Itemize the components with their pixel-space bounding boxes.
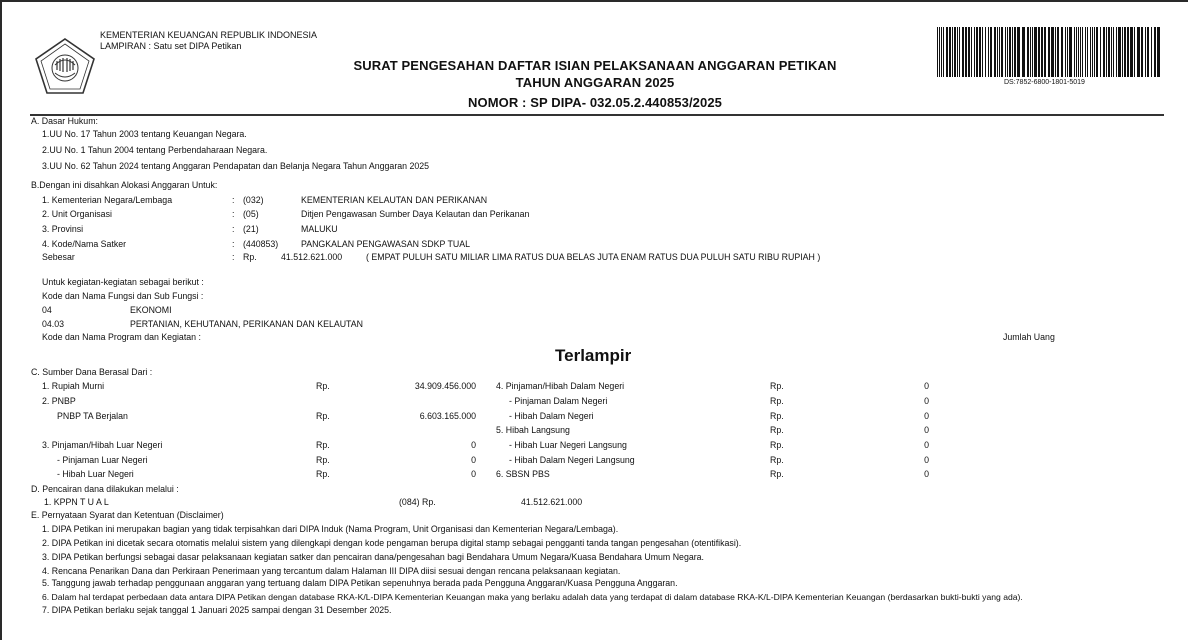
barcode-bar xyxy=(1034,27,1037,77)
window-top-border xyxy=(0,0,1188,2)
allocation-value: PANGKALAN PENGAWASAN SDKP TUAL xyxy=(301,239,470,249)
disclaimer-item: 2. DIPA Petikan ini dicetak secara otomatis melalui sistem yang dilengkapi dengan kode pengaman berupa digital stamp sebagai pengganti tanda tangan pengesahan (otentifikasi). xyxy=(42,538,742,548)
barcode-bar xyxy=(1014,27,1016,77)
fund-source-label: 5. Hibah Langsung xyxy=(496,425,570,435)
allocation-colon: : xyxy=(232,195,235,205)
kppn-code-currency: (084) Rp. xyxy=(399,497,436,507)
allocation-value: MALUKU xyxy=(301,224,338,234)
fund-source-currency: Rp. xyxy=(316,411,330,421)
legal-basis-item: 3.UU No. 62 Tahun 2024 tentang Anggaran Pendapatan dan Belanja Negara Tahun Anggaran 2025 xyxy=(42,161,430,171)
fund-source-amount: 34.909.456.000 xyxy=(414,381,476,391)
fund-source-label: - Hibah Dalam Negeri xyxy=(509,411,594,421)
sebesar-currency: Rp. xyxy=(243,252,257,262)
barcode-bar xyxy=(1103,27,1105,77)
fund-source-currency: Rp. xyxy=(316,440,330,450)
barcode-bar xyxy=(985,27,986,77)
barcode-bar xyxy=(1001,27,1003,77)
header-divider xyxy=(30,114,1164,116)
fund-source-label: 3. Pinjaman/Hibah Luar Negeri xyxy=(42,440,163,450)
fund-source-amount: 0 xyxy=(924,396,929,406)
barcode-bar xyxy=(1157,27,1160,77)
barcode-bar xyxy=(988,27,989,77)
kppn-office: 1. KPPN T U A L xyxy=(44,497,109,507)
fund-source-currency: Rp. xyxy=(770,455,784,465)
barcode-bar xyxy=(1096,27,1098,77)
fund-source-label: 6. SBSN PBS xyxy=(496,469,550,479)
subfunction-code: 04.03 xyxy=(42,319,65,329)
fund-source-label: - Hibah Luar Negeri xyxy=(57,469,134,479)
barcode-bar xyxy=(1048,27,1050,77)
barcode-bar xyxy=(976,27,978,77)
barcode-bar xyxy=(974,27,975,77)
document-title: SURAT PENGESAHAN DAFTAR ISIAN PELAKSANAAN ANGGARAN PETIKAN xyxy=(353,58,837,73)
legal-basis-item: 1.UU No. 17 Tahun 2003 tentang Keuangan Negara. xyxy=(42,129,247,139)
function-code: 04 xyxy=(42,305,52,315)
disclaimer-item: 5. Tanggung jawab terhadap penggunaan anggaran yang tertuang dalam DIPA Petikan sepenuhnya berada pada Pengguna Anggaran/Kuasa Pengguna Anggaran. xyxy=(42,578,678,588)
fund-source-currency: Rp. xyxy=(316,455,330,465)
barcode-bar xyxy=(1055,27,1056,77)
barcode-bar xyxy=(959,27,960,77)
barcode-bar xyxy=(1017,27,1020,77)
barcode-bar xyxy=(1061,27,1063,77)
allocation-value: KEMENTERIAN KELAUTAN DAN PERIKANAN xyxy=(301,195,488,205)
fund-source-currency: Rp. xyxy=(770,425,784,435)
attachment-note: LAMPIRAN : Satu set DIPA Petikan xyxy=(100,41,242,51)
fund-source-currency: Rp. xyxy=(316,469,330,479)
barcode-bar xyxy=(1124,27,1126,77)
subfunction-name: PERTANIAN, KEHUTANAN, PERIKANAN DAN KELAUTAN xyxy=(130,319,364,329)
fund-source-label: - Pinjaman Dalam Negeri xyxy=(509,396,608,406)
barcode-bar xyxy=(1012,27,1013,77)
barcode-bar xyxy=(1087,27,1088,77)
digital-stamp-code: DS:7852-6800-1801-5019 xyxy=(1004,79,1085,86)
barcode-bar xyxy=(1076,27,1077,77)
barcode-bar xyxy=(1137,27,1140,77)
barcode-bar xyxy=(971,27,972,77)
barcode-bar xyxy=(994,27,996,77)
section-e-heading: E. Pernyataan Syarat dan Ketentuan (Disclaimer) xyxy=(31,510,224,520)
disclaimer-item: 3. DIPA Petikan berfungsi sebagai dasar pelaksanaan kegiatan satker dan pencairan dana/pengesahan bagi Bendahara Umum Negara/Kuasa Bendahara Umum Negara. xyxy=(42,552,704,562)
allocation-code: (032) xyxy=(243,195,264,205)
barcode-bar xyxy=(1041,27,1043,77)
fund-source-currency: Rp. xyxy=(770,381,784,391)
barcode-bar xyxy=(1051,27,1054,77)
barcode-bar xyxy=(1085,27,1086,77)
section-c-heading: C. Sumber Dana Berasal Dari : xyxy=(31,367,153,377)
program-heading: Kode dan Nama Program dan Kegiatan : xyxy=(42,332,201,342)
disclaimer-item: 4. Rencana Penarikan Dana dan Perkiraan Penerimaan yang tercantum dalam Halaman III DIPA diisi sesuai dengan rencana pelaksanaan kegiatan. xyxy=(42,566,621,576)
barcode-bar xyxy=(1113,27,1114,77)
barcode-bar xyxy=(1022,27,1025,77)
barcode-bar xyxy=(968,27,970,77)
barcode-bar xyxy=(1145,27,1146,77)
barcode-bar xyxy=(1078,27,1079,77)
barcode-bar xyxy=(1106,27,1107,77)
barcode-bar xyxy=(962,27,964,77)
barcode-bar xyxy=(1154,27,1156,77)
barcode-bar xyxy=(1038,27,1040,77)
kppn-amount: 41.512.621.000 xyxy=(521,497,583,507)
allocation-code: (21) xyxy=(243,224,259,234)
barcode-bar xyxy=(939,27,940,77)
fund-source-currency: Rp. xyxy=(770,440,784,450)
barcode-bar xyxy=(1116,27,1117,77)
allocation-label: 1. Kementerian Negara/Lembaga xyxy=(42,195,173,205)
allocation-label: 3. Provinsi xyxy=(42,224,84,234)
barcode-bar xyxy=(1067,27,1068,77)
barcode-bar xyxy=(952,27,953,77)
barcode-bar xyxy=(1141,27,1143,77)
allocation-colon: : xyxy=(232,239,235,249)
barcode-bar xyxy=(941,27,942,77)
fund-source-label: PNBP TA Berjalan xyxy=(57,411,128,421)
allocation-code: (440853) xyxy=(243,239,279,249)
barcode-bar xyxy=(1108,27,1110,77)
fund-source-amount: 0 xyxy=(924,455,929,465)
barcode-bar xyxy=(1080,27,1081,77)
fund-source-currency: Rp. xyxy=(770,396,784,406)
fund-source-currency: Rp. xyxy=(316,381,330,391)
fund-source-label: - Hibah Dalam Negeri Langsung xyxy=(509,455,635,465)
fund-source-amount: 0 xyxy=(924,381,929,391)
fund-source-amount: 0 xyxy=(924,411,929,421)
barcode-bar xyxy=(1027,27,1029,77)
legal-basis-item: 2.UU No. 1 Tahun 2004 tentang Perbendaharaan Negara. xyxy=(42,145,268,155)
sebesar-amount: 41.512.621.000 xyxy=(281,252,343,262)
barcode-bar xyxy=(1118,27,1121,77)
barcode-bar xyxy=(1092,27,1093,77)
barcode-bar xyxy=(1111,27,1112,77)
section-d-heading: D. Pencairan dana dilakukan melalui : xyxy=(31,484,179,494)
fund-source-amount: 0 xyxy=(471,469,476,479)
fund-source-amount: 0 xyxy=(924,469,929,479)
barcode-bar xyxy=(1005,27,1006,77)
barcode-bar xyxy=(1074,27,1075,77)
barcode-bar xyxy=(1065,27,1066,77)
barcode-bar xyxy=(1044,27,1046,77)
allocation-label: 4. Kode/Nama Satker xyxy=(42,239,127,249)
barcode-bar xyxy=(1100,27,1101,77)
amount-column-heading: Jumlah Uang xyxy=(1003,332,1055,342)
barcode-bar xyxy=(937,27,938,77)
section-a-heading: A. Dasar Hukum: xyxy=(31,116,98,126)
barcode-bar xyxy=(1134,27,1135,77)
barcode-bar xyxy=(1094,27,1095,77)
fund-source-label: - Pinjaman Luar Negeri xyxy=(57,455,148,465)
fund-source-label: 2. PNBP xyxy=(42,396,76,406)
fiscal-year: TAHUN ANGGARAN 2025 xyxy=(515,75,675,90)
fund-source-label: - Hibah Luar Negeri Langsung xyxy=(509,440,627,450)
barcode-bar xyxy=(946,27,948,77)
activities-intro: Untuk kegiatan-kegiatan sebagai berikut : xyxy=(42,277,204,287)
fund-source-label: 4. Pinjaman/Hibah Dalam Negeri xyxy=(496,381,625,391)
barcode-bar xyxy=(1032,27,1033,77)
fund-source-amount: 0 xyxy=(924,440,929,450)
barcode xyxy=(935,27,1165,77)
allocation-value: Ditjen Pengawasan Sumber Daya Kelautan dan Perikanan xyxy=(301,209,530,219)
allocation-colon: : xyxy=(232,224,235,234)
allocation-code: (05) xyxy=(243,209,259,219)
section-b-heading: B.Dengan ini disahkan Alokasi Anggaran Untuk: xyxy=(31,180,218,190)
barcode-bar xyxy=(943,27,944,77)
disclaimer-item: 7. DIPA Petikan berlaku sejak tanggal 1 Januari 2025 sampai dengan 31 Desember 2025. xyxy=(42,605,392,615)
barcode-bar xyxy=(1090,27,1091,77)
barcode-bar xyxy=(990,27,992,77)
document-number: NOMOR : SP DIPA- 032.05.2.440853/2025 xyxy=(468,95,722,110)
ministry-name: KEMENTERIAN KEUANGAN REPUBLIK INDONESIA xyxy=(100,30,318,40)
fund-source-amount: 0 xyxy=(471,440,476,450)
barcode-bar xyxy=(997,27,998,77)
barcode-bar xyxy=(954,27,956,77)
disclaimer-item: 1. DIPA Petikan ini merupakan bagian yang tidak terpisahkan dari DIPA Induk (Nama Program, Unit Organisasi dan Kementerian Negara/Lembaga). xyxy=(42,524,619,534)
fund-source-amount: 0 xyxy=(471,455,476,465)
barcode-bar xyxy=(1130,27,1133,77)
allocation-colon: : xyxy=(232,209,235,219)
fund-source-currency: Rp. xyxy=(770,469,784,479)
barcode-bar xyxy=(949,27,951,77)
barcode-bar xyxy=(1082,27,1083,77)
sebesar-amount-words: ( EMPAT PULUH SATU MILIAR LIMA RATUS DUA BELAS JUTA ENAM RATUS DUA PULUH SATU RIBU RUPIAH ) xyxy=(366,252,821,262)
barcode-bar xyxy=(979,27,981,77)
allocation-label: 2. Unit Organisasi xyxy=(42,209,112,219)
sebesar-colon: : xyxy=(232,252,235,262)
fund-source-amount: 0 xyxy=(924,425,929,435)
barcode-bar xyxy=(1151,27,1152,77)
fund-source-label: 1. Rupiah Murni xyxy=(42,381,105,391)
barcode-bar xyxy=(965,27,967,77)
disclaimer-item: 6. Dalam hal terdapat perbedaan data antara DIPA Petikan dengan database RKA-K/L-DIPA Kementerian Keuangan maka yang berlaku adalah data yang terdapat di dalam database RKA-K/L-DIPA Kementerian Keuangan (berdasarkan bukti-bukti yang ada). xyxy=(42,592,1023,602)
barcode-bar xyxy=(999,27,1000,77)
fund-source-amount: 6.603.165.000 xyxy=(419,411,476,421)
barcode-bar xyxy=(1030,27,1031,77)
barcode-bar xyxy=(1009,27,1011,77)
barcode-bar xyxy=(982,27,983,77)
attached-note: Terlampir xyxy=(555,346,632,365)
barcode-bar xyxy=(1007,27,1008,77)
barcode-bar xyxy=(1069,27,1072,77)
barcode-bar xyxy=(1127,27,1129,77)
barcode-bar xyxy=(1057,27,1059,77)
sebesar-label: Sebesar xyxy=(42,252,75,262)
function-heading: Kode dan Nama Fungsi dan Sub Fungsi : xyxy=(42,291,204,301)
barcode-bar xyxy=(1147,27,1149,77)
function-name: EKONOMI xyxy=(130,305,172,315)
barcode-bar xyxy=(1122,27,1123,77)
barcode-bar xyxy=(957,27,958,77)
fund-source-currency: Rp. xyxy=(770,411,784,421)
